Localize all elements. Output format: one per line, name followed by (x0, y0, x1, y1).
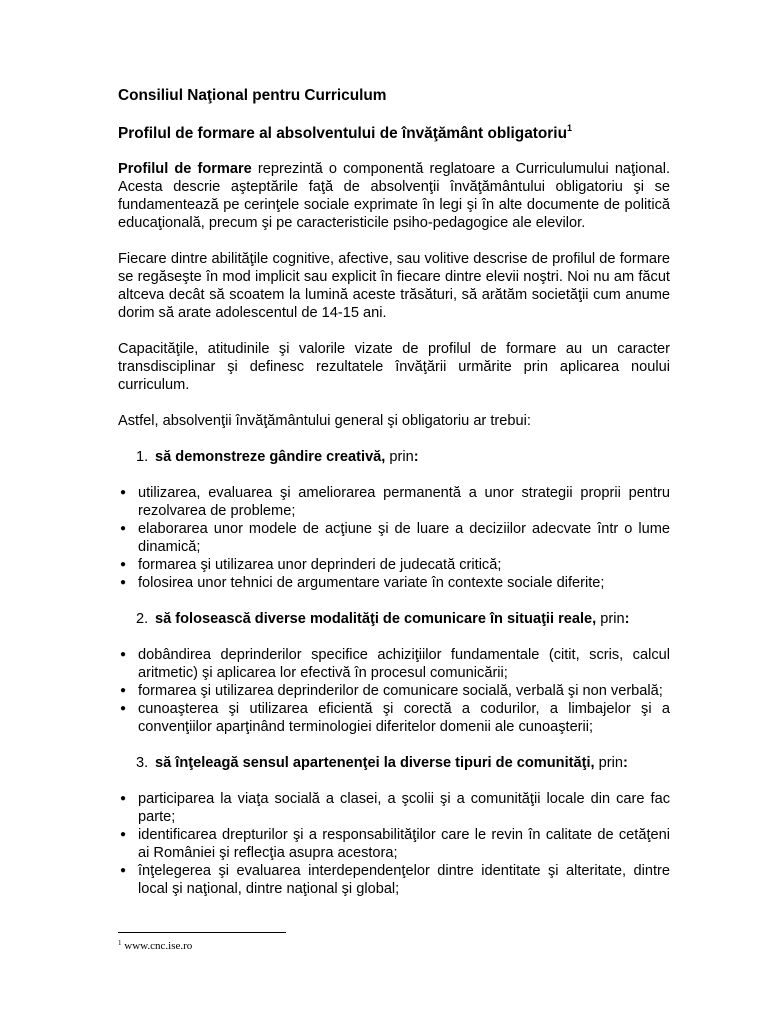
objective-heading-colon: : (622, 755, 628, 771)
bullet-icon: ● (120, 559, 127, 570)
bullet-icon: ● (120, 865, 127, 876)
objective-heading-rest: prin (594, 755, 623, 771)
footnote-divider (118, 932, 286, 933)
objective-heading-text (155, 754, 628, 772)
list-item-text: participarea la viaţa socială a clasei, a şcolii şi a comunităţii locale din care fac parte; (138, 791, 670, 825)
objective-heading-bold: să demonstreze gândire creativă, (155, 449, 386, 465)
objective-section (118, 448, 670, 592)
paragraph-intro (118, 160, 670, 232)
footnote (118, 940, 192, 953)
list-item (118, 682, 670, 700)
list-item-text: formarea şi utilizarea deprinderilor de comunicare socială, verbală şi non verbală; (138, 683, 663, 699)
bullet-icon: ● (120, 577, 127, 588)
list-item-text: cunoaşterea şi utilizarea eficientă şi corectă a codurilor, a limbajelor şi a convenţiilor aparţinând terminologiei diferitelor domenii ale cunoaşterii; (138, 701, 670, 735)
paragraph-abilities: Fiecare dintre abilităţile cognitive, afective, sau volitive descrise de profilul de formare se regăseşte în mod implicit sau explicit în fiecare dintre elevii noştri. Noi nu am făcut altceva decât să scoatem la lumină aceste trăsături, să arătăm societăţii cum anume dorim să arate adolescentul de 14-15 ani. (118, 251, 670, 321)
objectives-list (118, 448, 670, 898)
objective-section (118, 754, 670, 898)
objective-heading-text (155, 610, 630, 628)
objective-number: 1. (136, 449, 149, 465)
list-item (118, 700, 670, 736)
list-item (118, 574, 670, 592)
bullet-list (118, 790, 670, 898)
list-item-text: elaborarea unor modele de acţiune şi de luare a deciziilor adecvate într o lume dinamică; (138, 521, 670, 555)
objective-heading-rest: prin (385, 449, 414, 465)
objective-heading-bold: să folosească diverse modalităţi de comunicare în situaţii reale, (155, 611, 597, 627)
objective-heading-bold: să înţeleagă sensul apartenenţei la diverse tipuri de comunităţi, (155, 755, 595, 771)
list-item (118, 646, 670, 682)
list-item (118, 826, 670, 862)
bullet-icon: ● (120, 685, 127, 696)
bullet-icon: ● (120, 649, 127, 660)
document-title (118, 124, 670, 144)
list-item (118, 484, 670, 520)
bullet-icon: ● (120, 703, 127, 714)
objective-heading (118, 754, 670, 772)
bullet-icon: ● (120, 487, 127, 498)
bullet-list (118, 484, 670, 592)
objective-number: 3. (136, 755, 149, 771)
bullet-icon: ● (120, 793, 127, 804)
list-item (118, 520, 670, 556)
paragraph-intro-bold: Profilul de formare (118, 161, 252, 177)
document-title-text: Profilul de formare al absolventului de învăţământ obligatoriu (118, 125, 567, 142)
list-item-text: înţelegerea şi evaluarea interdependenţelor dintre identitate şi alteritate, dintre local şi naţional, dintre naţional şi global; (138, 863, 670, 897)
document-body (118, 86, 670, 898)
list-item-text: dobândirea deprinderilor specifice achiziţiilor fundamentale (citit, scris, calcul aritmetic) şi aplicarea lor efectivă în procesul comunicării; (138, 647, 670, 681)
paragraph-capacities: Capacităţile, atitudinile şi valorile vizate de profilul de formare au un caracter transdisciplinar şi definesc rezultatele învăţării urmărite prin aplicarea noului curriculum. (118, 341, 670, 393)
footnote-reference: 1 (566, 123, 572, 133)
list-item-text: folosirea unor tehnici de argumentare variate în contexte sociale diferite; (138, 575, 605, 591)
objective-number: 2. (136, 611, 149, 627)
organization-title: Consiliul Naţional pentru Curriculum (118, 87, 387, 104)
objective-heading-colon: : (413, 449, 419, 465)
list-item-text: identificarea drepturilor şi a responsabilităţilor care le revin în calitate de cetăţeni ai României şi reflecţia asupra acestora; (138, 827, 670, 861)
paragraph-intro-text: reprezintă o componentă reglatoare a Curriculumului naţional. Acesta descrie aşteptările faţă de absolvenţii învăţământului obligatoriu şi se fundamentează pe cerinţele sociale exprimate în legi şi în alte documente de politică educaţională, precum şi pe caracteristicile psiho-pedagogice ale elevilor. (118, 161, 670, 231)
footnote-number: 1 (118, 939, 122, 947)
list-item-text: formarea şi utilizarea unor deprinderi de judecată critică; (138, 557, 502, 573)
list-item (118, 790, 670, 826)
objective-heading (118, 448, 670, 466)
list-item-text: utilizarea, evaluarea şi ameliorarea permanentă a unor strategii proprii pentru rezolvarea de probleme; (138, 485, 670, 519)
list-item (118, 862, 670, 898)
list-item (118, 556, 670, 574)
paragraph-lead-in: Astfel, absolvenţii învăţământului general şi obligatoriu ar trebui: (118, 413, 531, 429)
objective-heading (118, 610, 670, 628)
objective-heading-text (155, 448, 419, 466)
bullet-icon: ● (120, 523, 127, 534)
bullet-list (118, 646, 670, 736)
footnote-text: www.cnc.ise.ro (121, 940, 193, 952)
objective-heading-rest: prin (596, 611, 625, 627)
objective-heading-colon: : (624, 611, 630, 627)
objective-section (118, 610, 670, 736)
bullet-icon: ● (120, 829, 127, 840)
